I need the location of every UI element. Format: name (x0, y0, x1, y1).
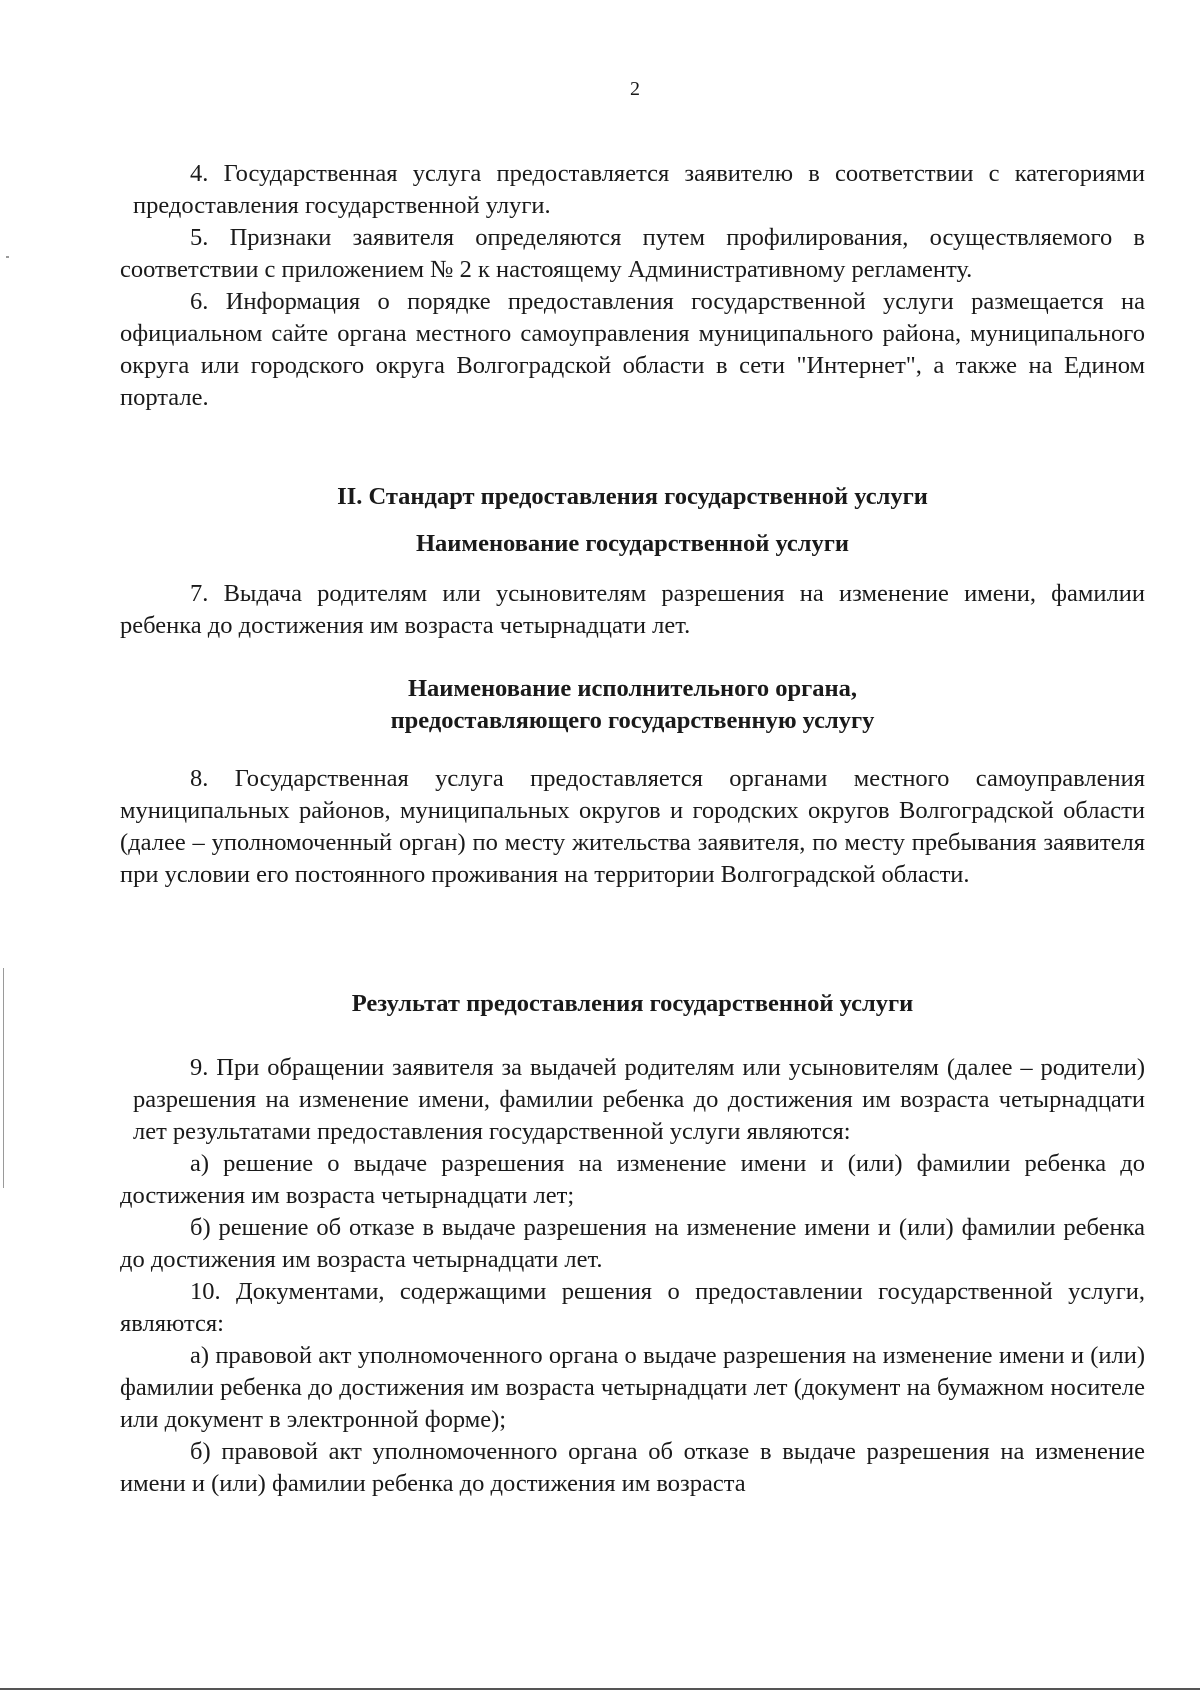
clause-10-a: а) правовой акт уполномоченного органа о выдаче разрешения на изменение имени и (или) фамилии ребенка до достижения им возраста четырнадцати лет (документ на бумажном носителе или документ в электронной форме); (120, 1342, 1145, 1433)
section-2-title: II. Стандарт предоставления государственной услуги (337, 483, 928, 510)
executive-body-heading-line-1: Наименование исполнительного органа, (407, 675, 858, 702)
page-number: 2 (630, 78, 640, 100)
clause-10: 10. Документами, содержащими решения о предоставлении государственной услуги, являются: (120, 1278, 1145, 1337)
executive-body-heading-line-2: предоставляющего государственную услугу (390, 707, 875, 734)
clause-9: 9. При обращении заявителя за выдачей родителям или усыновителям (далее – родители) разрешения на изменение имени, фамилии ребенка до достижения им возраста четырнадцати лет результатами предоставления государственной услуги являются: (133, 1054, 1145, 1145)
clause-7: 7. Выдача родителям или усыновителям разрешения на изменение имени, фамилии ребенка до достижения им возраста четырнадцати лет. (120, 580, 1145, 639)
service-name-heading: Наименование государственной услуги (415, 530, 850, 557)
executive-body-clause (120, 763, 1145, 891)
clause-6: 6. Информация о порядке предоставления государственной услуги размещается на официальном сайте органа местного самоуправления муниципального района, муниципального округа или городского округа Волгоградской области в сети "Интернет", а также на Едином портале. (120, 288, 1145, 411)
clause-10-b: б) правовой акт уполномоченного органа об отказе в выдаче разрешения на изменение имени и (или) фамилии ребенка до достижения им возраста (120, 1438, 1145, 1497)
intro-clauses (120, 158, 1145, 414)
clause-5: 5. Признаки заявителя определяются путем профилирования, осуществляемого в соответствии с приложением № 2 к настоящему Административному регламенту. (120, 224, 1145, 283)
clause-9-b: б) решение об отказе в выдаче разрешения на изменение имени и (или) фамилии ребенка до достижения им возраста четырнадцати лет. (120, 1214, 1145, 1273)
result-heading: Результат предоставления государственной услуги (351, 990, 914, 1017)
result-clauses (120, 1052, 1145, 1500)
scan-bottom-rule (0, 1688, 1200, 1690)
clause-4: 4. Государственная услуга предоставляется заявителю в соответствии с категориями предоставления государственной улуги. (133, 160, 1145, 219)
clause-9-a: а) решение о выдаче разрешения на изменение имени и (или) фамилии ребенка до достижения им возраста четырнадцати лет; (120, 1150, 1145, 1209)
executive-body-heading (120, 673, 1145, 737)
scan-edge-mark (3, 968, 4, 1188)
clause-8: 8. Государственная услуга предоставляется органами местного самоуправления муниципальных районов, муниципальных округов и городских округов Волгоградской области (далее – уполномоченный орган) по месту жительства заявителя, по месту пребывания заявителя при условии его постоянного проживания на территории Волгоградской области. (120, 765, 1145, 888)
scan-speck (6, 256, 9, 258)
service-name-clause (120, 578, 1145, 642)
